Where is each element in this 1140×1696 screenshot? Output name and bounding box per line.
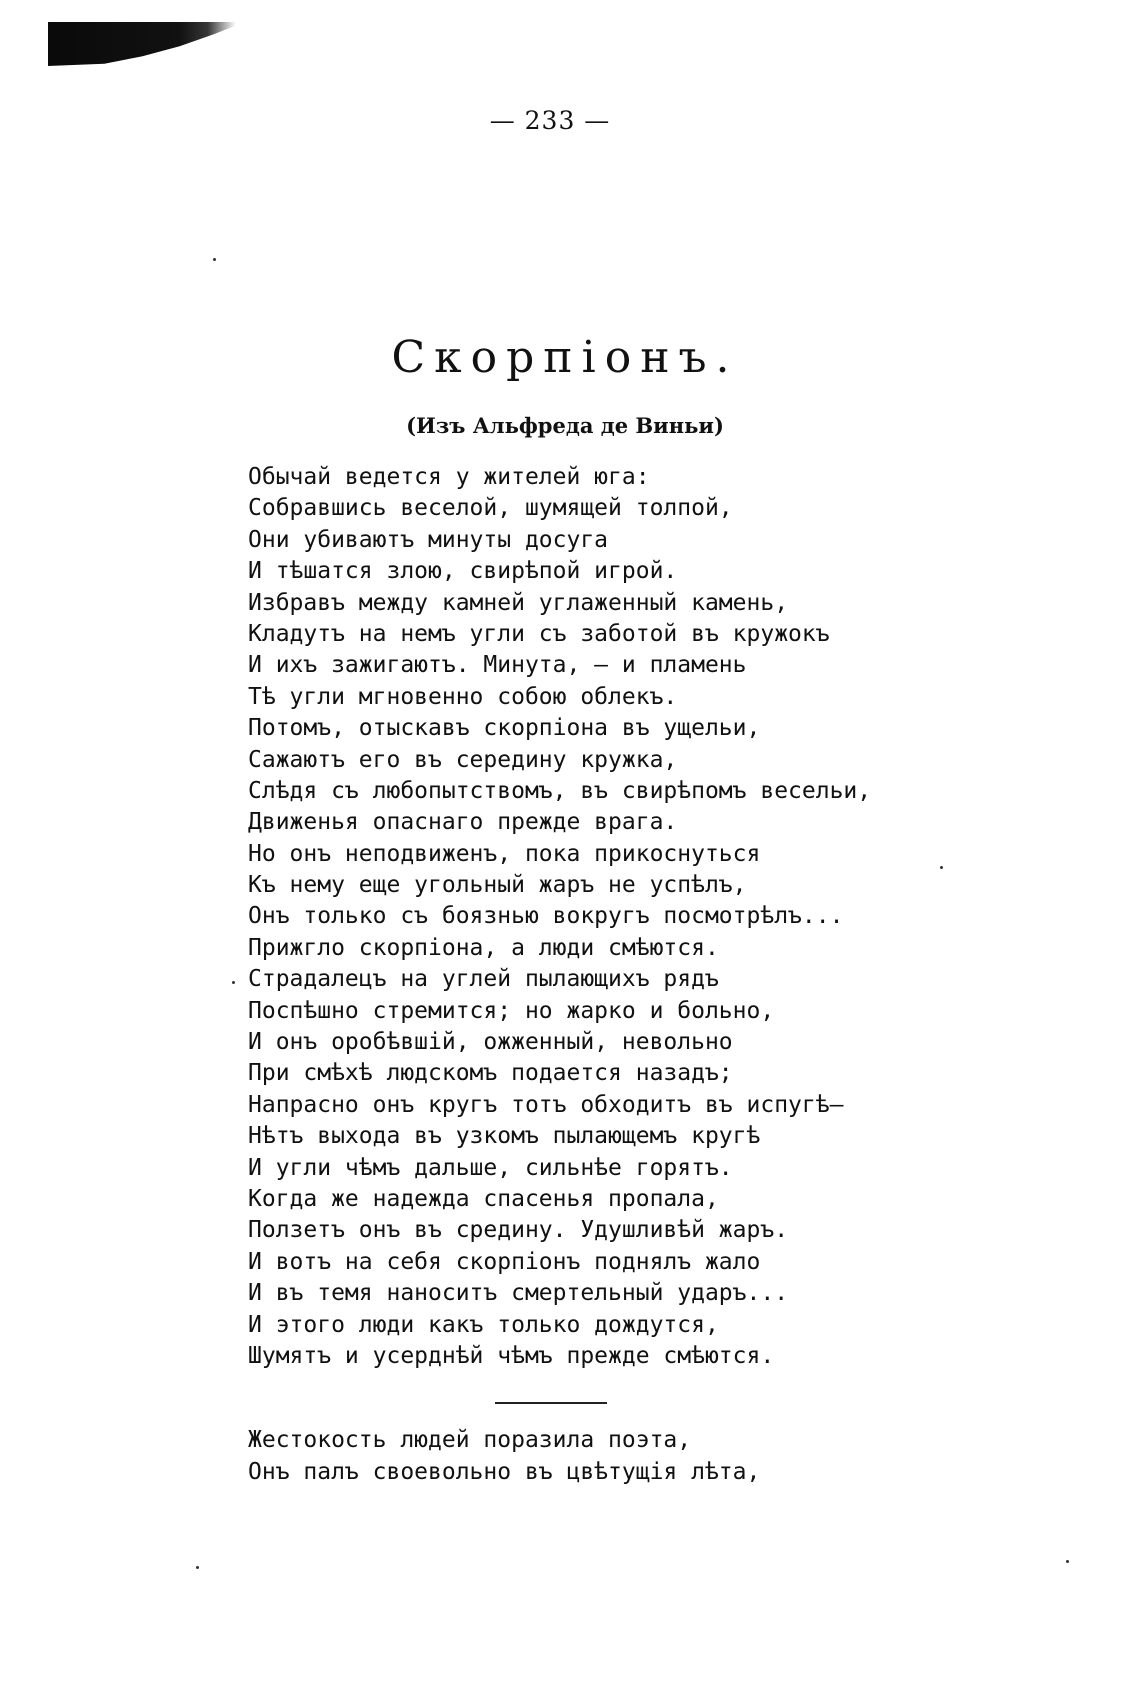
- poem-line: Тѣ угли мгновенно собою облекъ.: [248, 683, 678, 710]
- poem-line: Нѣтъ выхода въ узкомъ пылающемъ кругѣ: [248, 1123, 761, 1150]
- poem-body: [248, 462, 1108, 1372]
- poem-line: Избравъ между камней углаженный камень,: [248, 589, 789, 616]
- scan-speck: [940, 866, 943, 869]
- poem-line: Ползетъ онъ въ средину. Удушливѣй жаръ.: [248, 1217, 789, 1244]
- poem-line: Прижгло скорпіона, а люди смѣются.: [248, 934, 719, 961]
- poem-line: Обычай ведется у жителей юга:: [248, 464, 650, 490]
- poem-line: Напрасно онъ кругъ тотъ обходитъ въ испугѣ—: [248, 1091, 844, 1118]
- poem-line: И тѣшатся злою, свирѣпой игрой.: [248, 558, 678, 585]
- scan-speck: [213, 258, 216, 261]
- poem-line: И вотъ на себя скорпіонъ поднялъ жало: [248, 1248, 761, 1275]
- coda-line: Онъ палъ своевольно въ цвѣтущія лѣта,: [248, 1459, 761, 1485]
- poem-line: Страдалецъ на углей пылающихъ рядъ: [248, 966, 719, 993]
- section-divider: [495, 1402, 607, 1404]
- poem-line: Сажаютъ его въ середину кружка,: [248, 746, 678, 773]
- scan-speck: [1066, 1560, 1069, 1563]
- poem-line: Кладутъ на немъ угли съ заботой въ кружокъ: [248, 620, 830, 647]
- poem-line: И ихъ зажигаютъ. Минута, — и пламень: [248, 652, 747, 679]
- poem-line: Шумятъ и усерднѣй чѣмъ прежде смѣются.: [248, 1342, 775, 1369]
- poem-coda: [248, 1424, 1108, 1488]
- poem-title: Скорпіонъ.: [391, 332, 739, 383]
- poem-subtitle: (Изъ Альфреда де Виньи): [406, 413, 724, 438]
- poem-line: Потомъ, отыскавъ скорпіона въ ущельи,: [248, 715, 761, 742]
- poem-line: И угли чѣмъ дальше, сильнѣе горятъ.: [248, 1154, 733, 1181]
- poem-line: И въ темя наноситъ смертельный ударъ...: [248, 1280, 789, 1307]
- poem-line: Онъ только съ боязнью вокругъ посмотрѣлъ...: [248, 903, 844, 930]
- poem-line: Къ нему еще угольный жаръ не успѣлъ,: [248, 872, 747, 899]
- scan-artifact: [48, 22, 236, 66]
- poem-line: Поспѣшно стремится; но жарко и больно,: [248, 997, 775, 1024]
- poem-line: Они убиваютъ минуты досуга: [248, 526, 609, 553]
- poem-line: Но онъ неподвиженъ, пока прикоснуться: [248, 840, 761, 867]
- poem-line: При смѣхѣ людскомъ подается назадъ;: [248, 1060, 733, 1087]
- poem-line: Собравшись веселой, шумящей толпой,: [248, 495, 733, 522]
- poem-line: И онъ оробѣвшій, ожженный, невольно: [248, 1029, 733, 1056]
- page-number: — 233 —: [489, 106, 611, 135]
- poem-line: Когда же надежда спасенья пропала,: [248, 1185, 719, 1212]
- poem-line: Слѣдя съ любопытствомъ, въ свирѣпомъ весельи,: [248, 777, 872, 804]
- poem-line: Движенья опаснаго прежде врага.: [248, 809, 678, 836]
- scan-speck: [196, 1566, 199, 1569]
- coda-line: Жестокость людей поразила поэта,: [248, 1427, 692, 1453]
- poem-line: И этого люди какъ только дождутся,: [248, 1311, 719, 1338]
- scan-speck: [232, 981, 235, 984]
